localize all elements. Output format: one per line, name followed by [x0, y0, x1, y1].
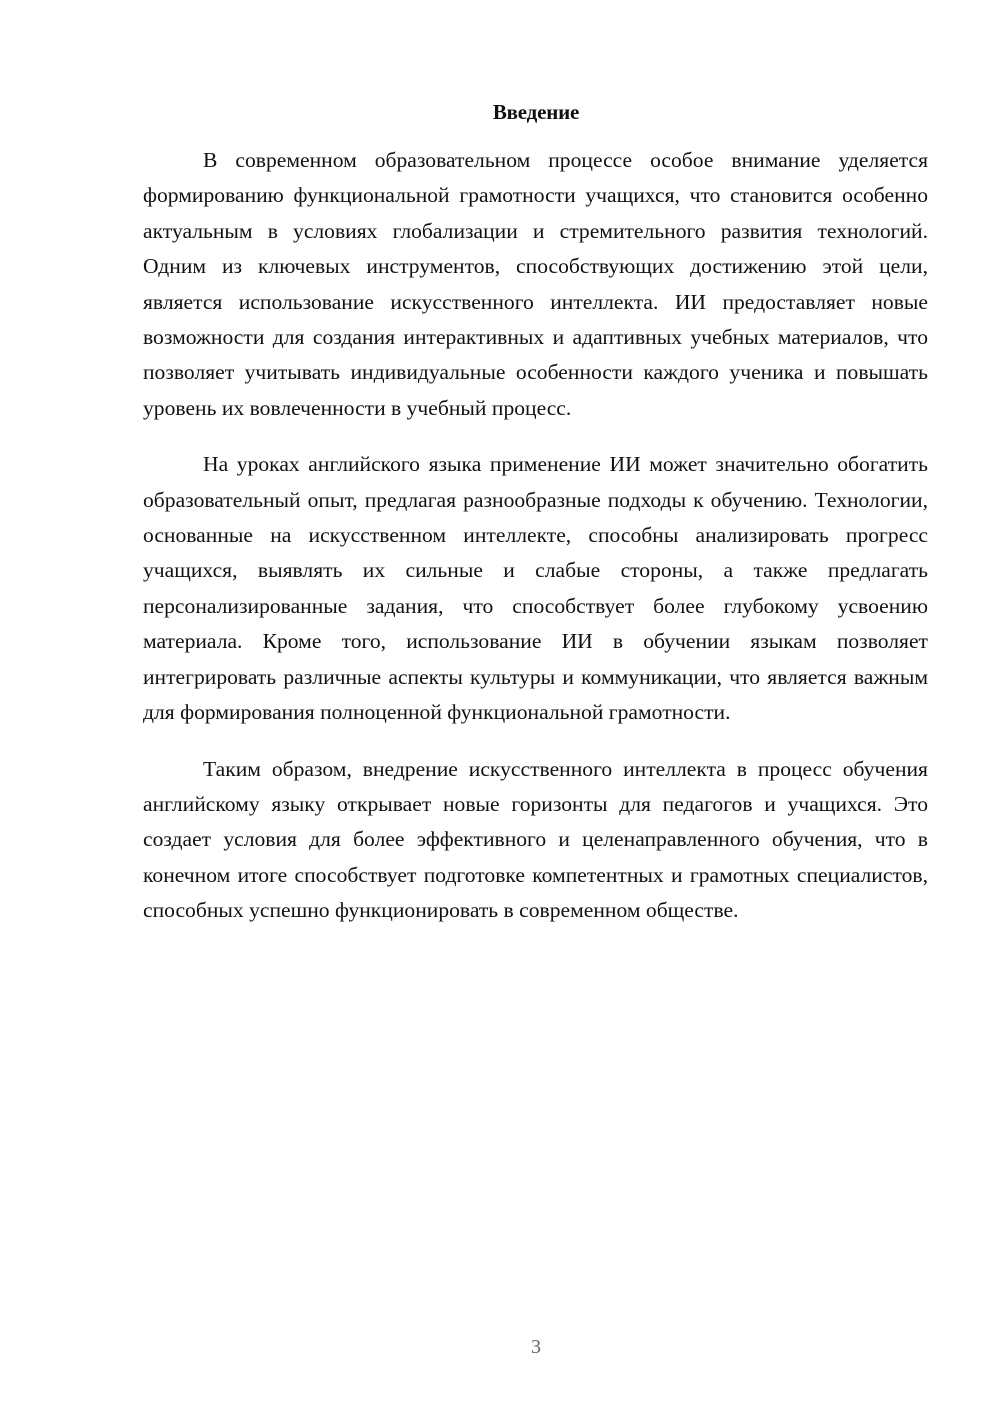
paragraph-1: В современном образовательном процессе особое внимание уделяется формированию функциональной грамотности учащихся, что становится особенно актуальным в условиях глобализации и стремительного развития технологий. Одним из ключевых инструментов, способствующих достижению этой цели, является использование искусственного интеллекта. ИИ предоставляет новые возможности для создания интерактивных и адаптивных учебных материалов, что позволяет учитывать индивидуальные особенности каждого ученика и повышать уровень их вовлеченности в учебный процесс. — [143, 148, 928, 420]
body-text — [143, 143, 928, 929]
paragraph-3: Таким образом, внедрение искусственного интеллекта в процесс обучения английскому языку открывает новые горизонты для педагогов и учащихся. Это создает условия для более эффективного и целенаправленного обучения, что в конечном итоге способствует подготовке компетентных и грамотных специалистов, способных успешно функционировать в современном обществе. — [143, 756, 928, 923]
page-number: 3 — [531, 1336, 541, 1358]
section-heading: Введение — [492, 100, 580, 124]
paragraph-2: На уроках английского языка применение ИИ может значительно обогатить образовательный опыт, предлагая разнообразные подходы к обучению. Технологии, основанные на искусственном интеллекте, способны анализировать прогресс учащихся, выявлять их сильные и слабые стороны, а также предлагать персонализированные задания, что способствует более глубокому усвоению материала. Кроме того, использование ИИ в обучении языкам позволяет интегрировать различные аспекты культуры и коммуникации, что является важным для формирования полноценной функциональной грамотности. — [143, 452, 928, 725]
